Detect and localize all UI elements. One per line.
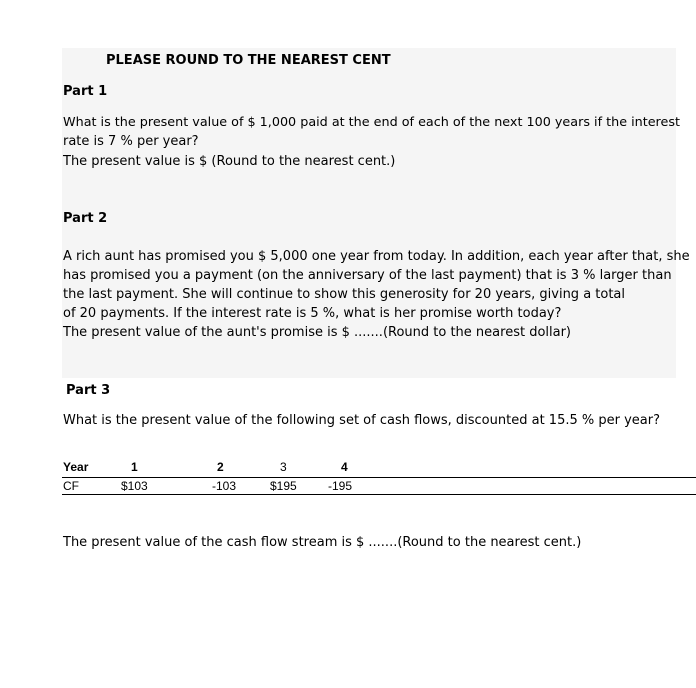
- part3-question: What is the present value of the following set of cash flows, discounted at 15.5 % per year?: [63, 413, 660, 428]
- table-year-2: 2: [217, 460, 224, 474]
- part1-title: Part 1: [63, 84, 108, 99]
- part2-question-line1: A rich aunt has promised you $ 5,000 one year from today. In addition, each year after that, she: [63, 249, 690, 264]
- table-cf-1: $103: [121, 479, 148, 493]
- part3-title: Part 3: [66, 383, 111, 398]
- table-cf-2: -103: [212, 479, 237, 493]
- table-year-1: 1: [131, 460, 138, 474]
- part2-question-line3: the last payment. She will continue to show this generosity for 20 years, giving a total: [63, 287, 626, 302]
- table-cf-3: $195: [270, 479, 297, 493]
- part2-title: Part 2: [63, 211, 108, 226]
- table-cf-4: -195: [328, 479, 353, 493]
- part2-question-line2: has promised you a payment (on the anniversary of the last payment) that is 3 % larger than: [63, 268, 672, 283]
- table-header-cf: CF: [63, 479, 79, 493]
- table-header-rule: [62, 477, 696, 478]
- table-bottom-rule: [62, 494, 696, 495]
- part2-question-line4: of 20 payments. If the interest rate is 5 %, what is her promise worth today?: [63, 306, 562, 321]
- part1-question-line1: What is the present value of $ 1,000 paid at the end of each of the next 100 years if the interest: [63, 115, 680, 130]
- part2-answer-line: The present value of the aunt's promise is $ .......(Round to the nearest dollar): [63, 325, 572, 340]
- part1-answer-line: The present value is $ (Round to the nearest cent.): [63, 154, 396, 169]
- table-year-3: 3: [280, 460, 287, 474]
- table-header-year: Year: [63, 460, 89, 474]
- part1-question-line2: rate is 7 % per year?: [63, 134, 199, 149]
- part3-answer-line: The present value of the cash flow stream is $ .......(Round to the nearest cent.): [63, 535, 582, 550]
- rounding-instruction: PLEASE ROUND TO THE NEAREST CENT: [106, 53, 391, 68]
- table-year-4: 4: [341, 460, 348, 474]
